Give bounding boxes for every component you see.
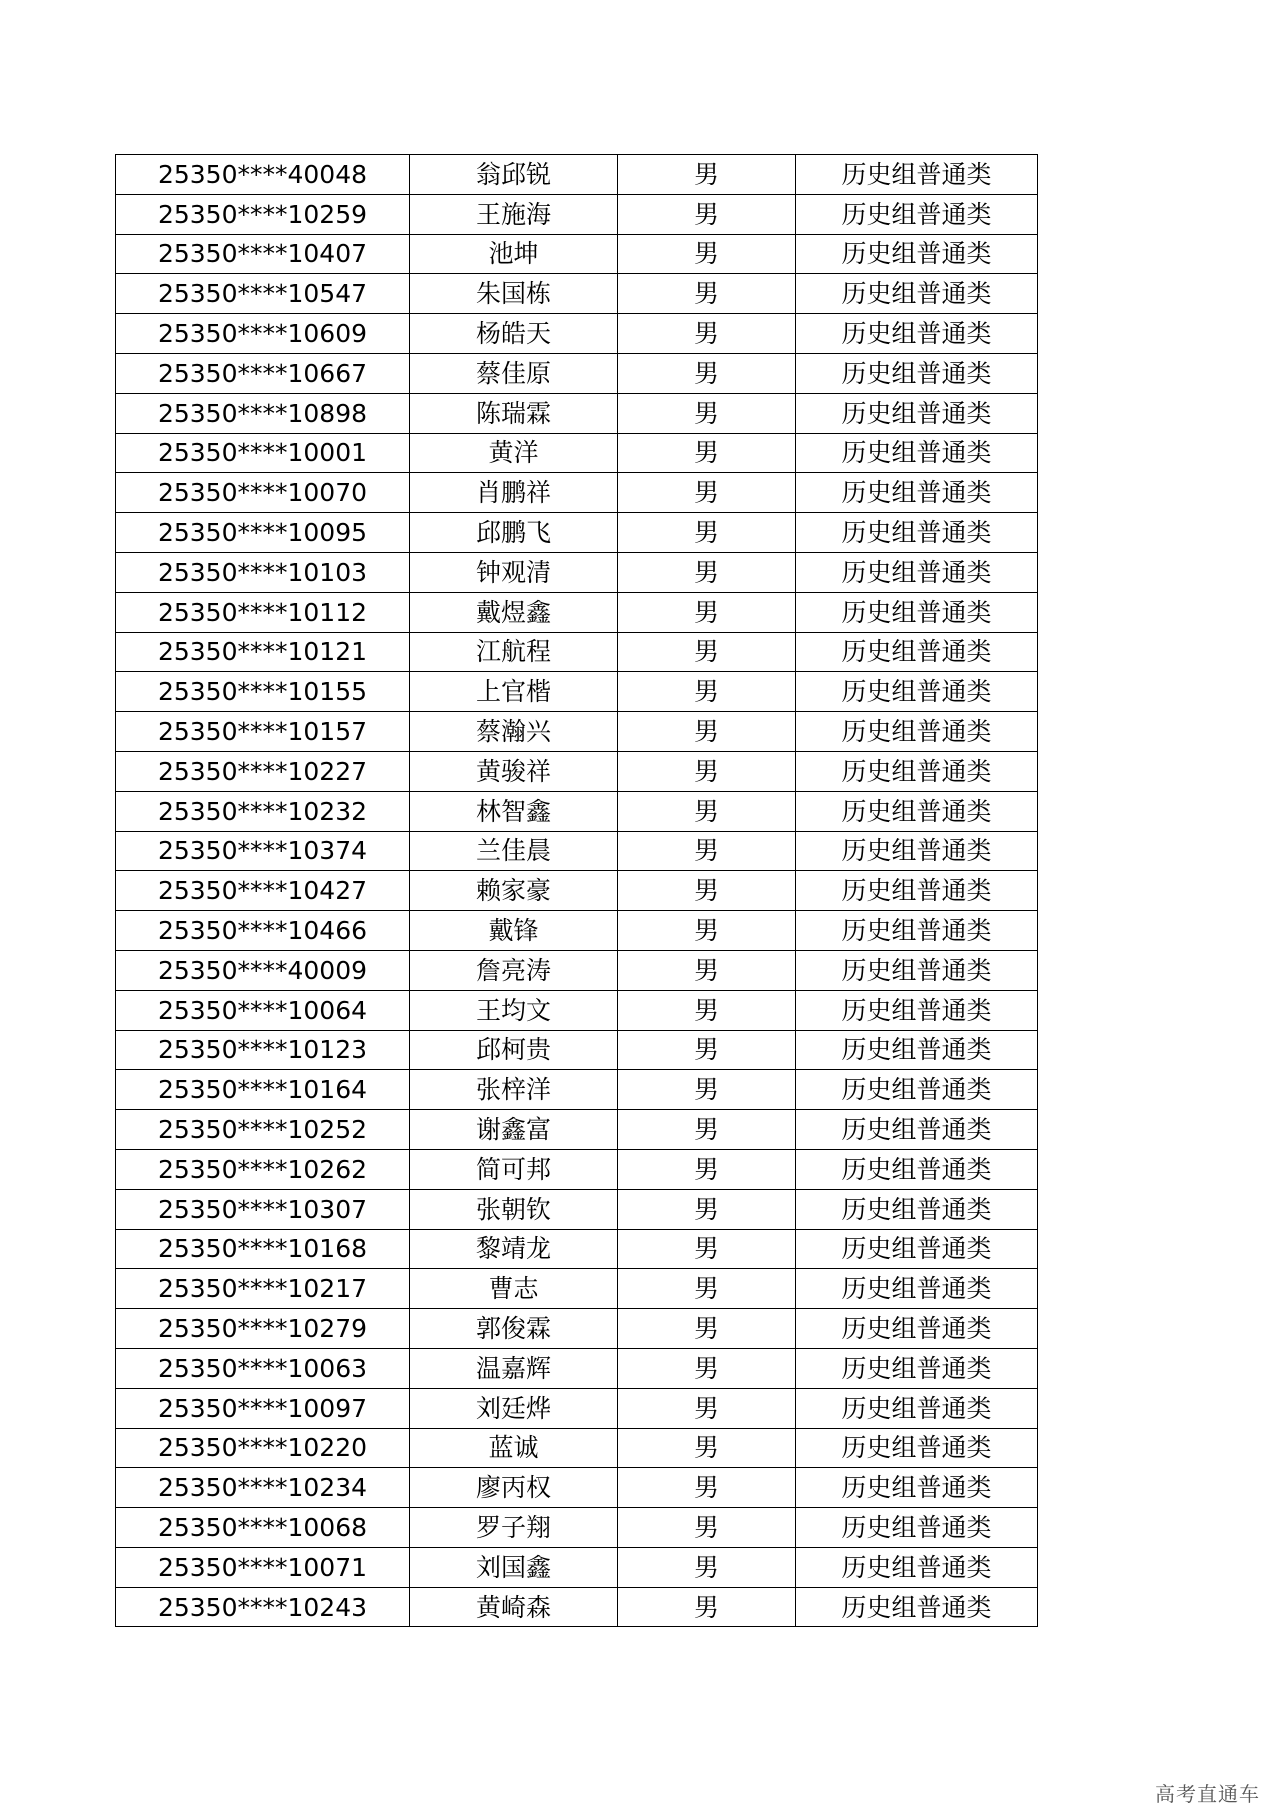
table-row	[116, 1189, 1038, 1229]
gender-cell: 男	[618, 1189, 796, 1229]
category-cell: 历史组普通类	[796, 234, 1038, 274]
gender-cell: 男	[618, 1508, 796, 1548]
gender-cell: 男	[618, 1110, 796, 1150]
gender-cell: 男	[618, 990, 796, 1030]
table-row	[116, 234, 1038, 274]
student-name-cell: 王施海	[410, 194, 618, 234]
candidate-id-cell: 25350****10252	[116, 1110, 410, 1150]
candidate-id-cell: 25350****10609	[116, 314, 410, 354]
student-name-cell: 陈瑞霖	[410, 393, 618, 433]
table-row	[116, 592, 1038, 632]
table-row	[116, 751, 1038, 791]
category-cell: 历史组普通类	[796, 990, 1038, 1030]
category-cell: 历史组普通类	[796, 1229, 1038, 1269]
category-cell: 历史组普通类	[796, 314, 1038, 354]
gender-cell: 男	[618, 1070, 796, 1110]
category-cell: 历史组普通类	[796, 1348, 1038, 1388]
category-cell: 历史组普通类	[796, 1110, 1038, 1150]
student-name-cell: 罗子翔	[410, 1508, 618, 1548]
gender-cell: 男	[618, 1149, 796, 1189]
category-cell: 历史组普通类	[796, 552, 1038, 592]
candidate-id-cell: 25350****10070	[116, 473, 410, 513]
gender-cell: 男	[618, 1587, 796, 1627]
gender-cell: 男	[618, 513, 796, 553]
category-cell: 历史组普通类	[796, 1030, 1038, 1070]
gender-cell: 男	[618, 155, 796, 195]
category-cell: 历史组普通类	[796, 513, 1038, 553]
candidate-id-cell: 25350****10227	[116, 751, 410, 791]
table-row	[116, 473, 1038, 513]
gender-cell: 男	[618, 592, 796, 632]
student-name-cell: 林智鑫	[410, 791, 618, 831]
category-cell: 历史组普通类	[796, 831, 1038, 871]
candidate-id-cell: 25350****40048	[116, 155, 410, 195]
student-name-cell: 翁邱锐	[410, 155, 618, 195]
gender-cell: 男	[618, 672, 796, 712]
table-row	[116, 1070, 1038, 1110]
student-name-cell: 钟观清	[410, 552, 618, 592]
table-row	[116, 1030, 1038, 1070]
table-row	[116, 314, 1038, 354]
category-cell: 历史组普通类	[796, 911, 1038, 951]
category-cell: 历史组普通类	[796, 791, 1038, 831]
gender-cell: 男	[618, 393, 796, 433]
student-name-cell: 张朝钦	[410, 1189, 618, 1229]
category-cell: 历史组普通类	[796, 1149, 1038, 1189]
table-row	[116, 831, 1038, 871]
student-name-cell: 黎靖龙	[410, 1229, 618, 1269]
student-name-cell: 兰佳晨	[410, 831, 618, 871]
table-row	[116, 353, 1038, 393]
table-row	[116, 1587, 1038, 1627]
gender-cell: 男	[618, 1269, 796, 1309]
table-row	[116, 1149, 1038, 1189]
student-name-cell: 江航程	[410, 632, 618, 672]
category-cell: 历史组普通类	[796, 433, 1038, 473]
student-name-cell: 朱国栋	[410, 274, 618, 314]
student-name-cell: 邱柯贵	[410, 1030, 618, 1070]
table-row	[116, 1468, 1038, 1508]
table-row	[116, 632, 1038, 672]
category-cell: 历史组普通类	[796, 393, 1038, 433]
student-name-cell: 肖鹏祥	[410, 473, 618, 513]
gender-cell: 男	[618, 950, 796, 990]
table-row	[116, 950, 1038, 990]
candidate-id-cell: 25350****10407	[116, 234, 410, 274]
category-cell: 历史组普通类	[796, 274, 1038, 314]
student-name-cell: 谢鑫富	[410, 1110, 618, 1150]
table-row	[116, 513, 1038, 553]
category-cell: 历史组普通类	[796, 712, 1038, 752]
student-name-cell: 黄骏祥	[410, 751, 618, 791]
candidate-id-cell: 25350****10168	[116, 1229, 410, 1269]
table-row	[116, 1348, 1038, 1388]
gender-cell: 男	[618, 1348, 796, 1388]
candidate-id-cell: 25350****40009	[116, 950, 410, 990]
candidate-id-cell: 25350****10232	[116, 791, 410, 831]
table-row	[116, 1428, 1038, 1468]
candidate-id-cell: 25350****10307	[116, 1189, 410, 1229]
category-cell: 历史组普通类	[796, 632, 1038, 672]
candidate-id-cell: 25350****10220	[116, 1428, 410, 1468]
student-name-cell: 上官楷	[410, 672, 618, 712]
category-cell: 历史组普通类	[796, 672, 1038, 712]
category-cell: 历史组普通类	[796, 1070, 1038, 1110]
candidate-id-cell: 25350****10068	[116, 1508, 410, 1548]
watermark-text: 高考直通车	[1155, 1782, 1260, 1806]
table-row	[116, 712, 1038, 752]
candidate-id-cell: 25350****10097	[116, 1388, 410, 1428]
candidate-id-cell: 25350****10071	[116, 1547, 410, 1587]
table-row	[116, 1547, 1038, 1587]
table-row	[116, 1269, 1038, 1309]
student-name-cell: 詹亮涛	[410, 950, 618, 990]
gender-cell: 男	[618, 1309, 796, 1349]
candidate-id-cell: 25350****10103	[116, 552, 410, 592]
gender-cell: 男	[618, 911, 796, 951]
table-row	[116, 1388, 1038, 1428]
roster-table-body	[116, 155, 1038, 1627]
student-name-cell: 黄洋	[410, 433, 618, 473]
student-name-cell: 池坤	[410, 234, 618, 274]
gender-cell: 男	[618, 433, 796, 473]
candidate-id-cell: 25350****10123	[116, 1030, 410, 1070]
gender-cell: 男	[618, 234, 796, 274]
category-cell: 历史组普通类	[796, 950, 1038, 990]
category-cell: 历史组普通类	[796, 1388, 1038, 1428]
candidate-id-cell: 25350****10217	[116, 1269, 410, 1309]
student-name-cell: 曹志	[410, 1269, 618, 1309]
gender-cell: 男	[618, 1428, 796, 1468]
table-row	[116, 1229, 1038, 1269]
gender-cell: 男	[618, 1229, 796, 1269]
candidate-id-cell: 25350****10427	[116, 871, 410, 911]
student-name-cell: 邱鹏飞	[410, 513, 618, 553]
student-name-cell: 郭俊霖	[410, 1309, 618, 1349]
gender-cell: 男	[618, 791, 796, 831]
table-row	[116, 274, 1038, 314]
gender-cell: 男	[618, 473, 796, 513]
student-name-cell: 杨皓天	[410, 314, 618, 354]
student-name-cell: 黄崎森	[410, 1587, 618, 1627]
gender-cell: 男	[618, 314, 796, 354]
gender-cell: 男	[618, 712, 796, 752]
gender-cell: 男	[618, 1547, 796, 1587]
candidate-id-cell: 25350****10243	[116, 1587, 410, 1627]
student-name-cell: 蓝诚	[410, 1428, 618, 1468]
candidate-id-cell: 25350****10064	[116, 990, 410, 1030]
student-name-cell: 戴锋	[410, 911, 618, 951]
category-cell: 历史组普通类	[796, 353, 1038, 393]
table-row	[116, 871, 1038, 911]
table-row	[116, 393, 1038, 433]
gender-cell: 男	[618, 1468, 796, 1508]
candidate-id-cell: 25350****10234	[116, 1468, 410, 1508]
category-cell: 历史组普通类	[796, 871, 1038, 911]
candidate-id-cell: 25350****10259	[116, 194, 410, 234]
gender-cell: 男	[618, 353, 796, 393]
candidate-id-cell: 25350****10121	[116, 632, 410, 672]
candidate-id-cell: 25350****10112	[116, 592, 410, 632]
candidate-id-cell: 25350****10466	[116, 911, 410, 951]
table-row	[116, 155, 1038, 195]
candidate-id-cell: 25350****10155	[116, 672, 410, 712]
table-row	[116, 791, 1038, 831]
gender-cell: 男	[618, 871, 796, 911]
gender-cell: 男	[618, 194, 796, 234]
candidate-id-cell: 25350****10262	[116, 1149, 410, 1189]
gender-cell: 男	[618, 831, 796, 871]
student-roster-table	[115, 154, 1038, 1627]
category-cell: 历史组普通类	[796, 592, 1038, 632]
student-name-cell: 刘廷烨	[410, 1388, 618, 1428]
candidate-id-cell: 25350****10164	[116, 1070, 410, 1110]
table-row	[116, 672, 1038, 712]
table-row	[116, 1110, 1038, 1150]
candidate-id-cell: 25350****10279	[116, 1309, 410, 1349]
candidate-id-cell: 25350****10667	[116, 353, 410, 393]
table-row	[116, 990, 1038, 1030]
category-cell: 历史组普通类	[796, 1269, 1038, 1309]
student-name-cell: 蔡瀚兴	[410, 712, 618, 752]
student-name-cell: 简可邦	[410, 1149, 618, 1189]
category-cell: 历史组普通类	[796, 1587, 1038, 1627]
gender-cell: 男	[618, 751, 796, 791]
table-row	[116, 1508, 1038, 1548]
candidate-id-cell: 25350****10157	[116, 712, 410, 752]
candidate-id-cell: 25350****10063	[116, 1348, 410, 1388]
gender-cell: 男	[618, 1388, 796, 1428]
category-cell: 历史组普通类	[796, 1508, 1038, 1548]
category-cell: 历史组普通类	[796, 1468, 1038, 1508]
student-name-cell: 蔡佳原	[410, 353, 618, 393]
category-cell: 历史组普通类	[796, 1309, 1038, 1349]
gender-cell: 男	[618, 632, 796, 672]
gender-cell: 男	[618, 552, 796, 592]
candidate-id-cell: 25350****10095	[116, 513, 410, 553]
student-name-cell: 王均文	[410, 990, 618, 1030]
candidate-id-cell: 25350****10001	[116, 433, 410, 473]
gender-cell: 男	[618, 1030, 796, 1070]
student-name-cell: 赖家豪	[410, 871, 618, 911]
candidate-id-cell: 25350****10547	[116, 274, 410, 314]
student-name-cell: 戴煜鑫	[410, 592, 618, 632]
table-row	[116, 552, 1038, 592]
student-name-cell: 温嘉辉	[410, 1348, 618, 1388]
student-name-cell: 廖丙权	[410, 1468, 618, 1508]
category-cell: 历史组普通类	[796, 751, 1038, 791]
table-row	[116, 1309, 1038, 1349]
student-name-cell: 张梓洋	[410, 1070, 618, 1110]
category-cell: 历史组普通类	[796, 155, 1038, 195]
candidate-id-cell: 25350****10374	[116, 831, 410, 871]
gender-cell: 男	[618, 274, 796, 314]
category-cell: 历史组普通类	[796, 194, 1038, 234]
category-cell: 历史组普通类	[796, 1189, 1038, 1229]
student-name-cell: 刘国鑫	[410, 1547, 618, 1587]
table-row	[116, 194, 1038, 234]
table-row	[116, 911, 1038, 951]
category-cell: 历史组普通类	[796, 1428, 1038, 1468]
category-cell: 历史组普通类	[796, 1547, 1038, 1587]
candidate-id-cell: 25350****10898	[116, 393, 410, 433]
category-cell: 历史组普通类	[796, 473, 1038, 513]
table-row	[116, 433, 1038, 473]
